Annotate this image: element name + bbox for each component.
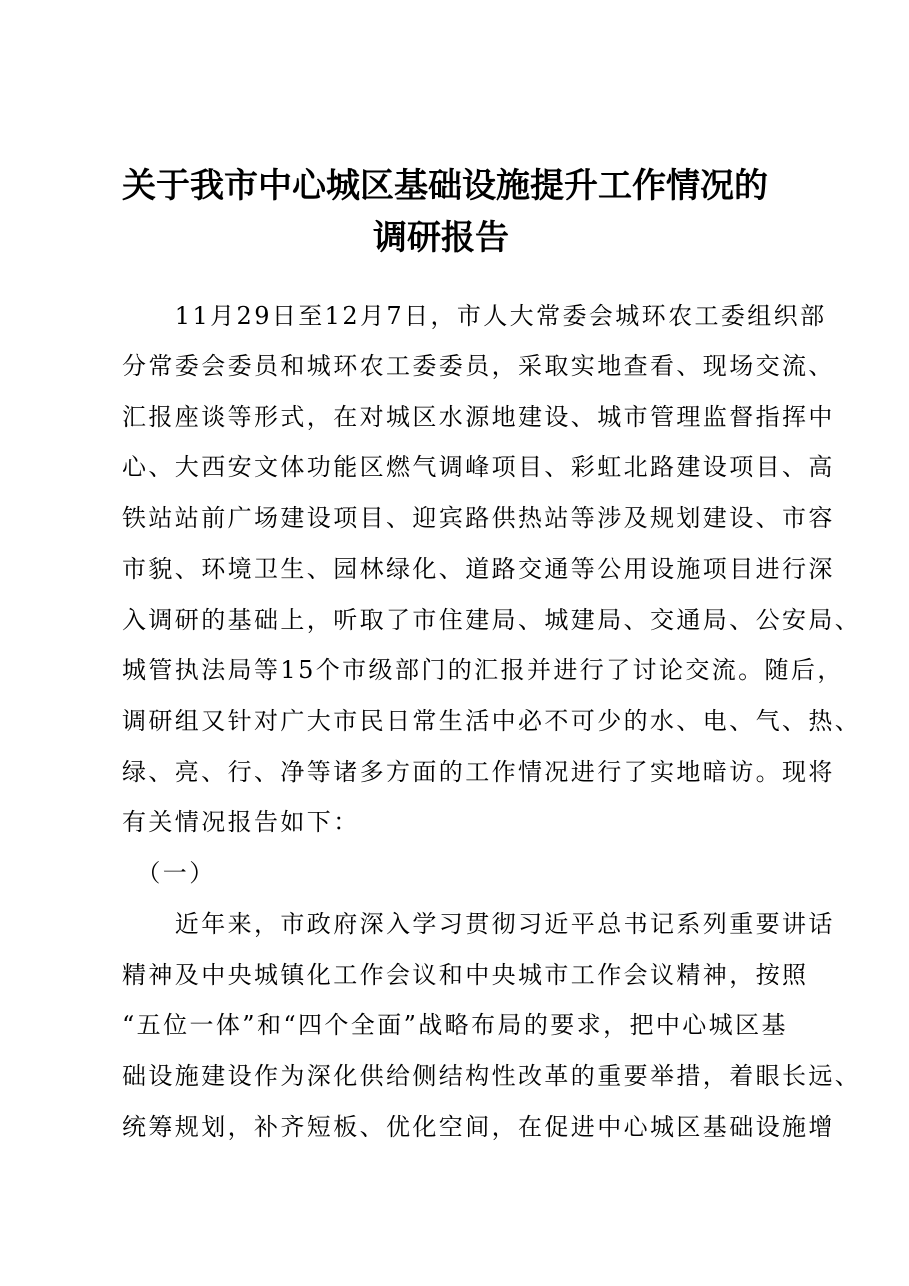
body-text-line: 分常委会委员和城环农工委委员，采取实地查看、现场交流、	[122, 352, 835, 380]
body-text-line: 近年来，市政府深入学习贯彻习近平总书记系列重要讲话	[122, 910, 835, 938]
section-heading: （一）	[122, 859, 216, 887]
body-text-line: “五位一体”和“四个全面”战略布局的要求，把中心城区基	[122, 1011, 788, 1039]
body-text-line: 汇报座谈等形式，在对城区水源地建设、城市管理监督指挥中	[122, 403, 835, 431]
body-text-line: 市貌、环境卫生、园林绿化、道路交通等公用设施项目进行深	[122, 555, 835, 583]
body-text-line: 有关情况报告如下：	[122, 808, 360, 836]
body-text-line: 11月29日至12月7日，市人大常委会城环农工委组织部	[122, 302, 827, 330]
document-title-line-2: 调研报告	[373, 218, 509, 258]
body-text-line: 调研组又针对广大市民日常生活中必不可少的水、电、气、热、	[122, 707, 862, 735]
body-text-line: 铁站站前广场建设项目、迎宾路供热站等涉及规划建设、市容	[122, 504, 835, 532]
document-title-line-1: 关于我市中心城区基础设施提升工作情况的	[122, 166, 768, 206]
body-text-line: 精神及中央城镇化工作会议和中央城市工作会议精神，按照	[122, 961, 809, 989]
body-text-line: 统筹规划，补齐短板、优化空间，在促进中心城区基础设施增	[122, 1113, 835, 1141]
body-text-line: 心、大西安文体功能区燃气调峰项目、彩虹北路建设项目、高	[122, 453, 835, 481]
body-text-line: 础设施建设作为深化供给侧结构性改革的重要举措，着眼长远、	[122, 1062, 862, 1090]
body-text-line: 绿、亮、行、净等诸多方面的工作情况进行了实地暗访。现将	[122, 758, 835, 786]
body-text-line: 城管执法局等15个市级部门的汇报并进行了讨论交流。随后，	[122, 656, 844, 684]
body-text-line: 入调研的基础上，听取了市住建局、城建局、交通局、公安局、	[122, 606, 862, 634]
